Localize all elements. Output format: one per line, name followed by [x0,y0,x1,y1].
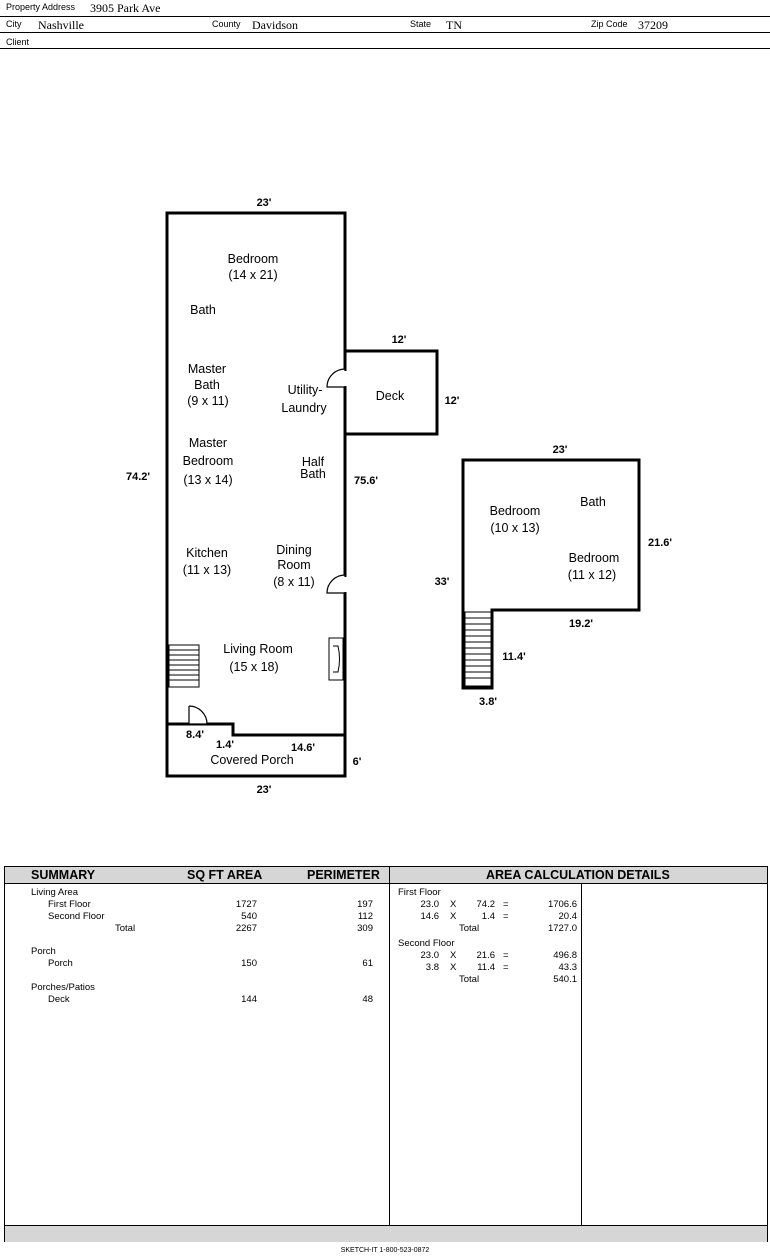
sf-row2-eq: = [503,962,509,973]
room-dining-2: Room [277,558,311,572]
county-label: County [212,19,241,29]
room-bath: Bath [190,303,216,317]
dim-step-b: 1.4' [216,739,234,751]
deck-perimeter: 48 [362,994,373,1005]
details-second-floor-label: Second Floor [398,938,455,949]
second-floor-label: Second Floor [48,911,105,922]
sf-dim-stair-w: 3.8' [479,696,497,708]
ff-row2-v: 20.4 [558,911,577,922]
column-divider-1 [389,867,390,1225]
patios-group-label: Porches/Patios [31,982,95,993]
door-dining-icon [327,575,345,593]
sf-room-bedroom-b: Bedroom [568,551,620,565]
dim-right: 75.6' [353,475,379,487]
room-utility-2: Laundry [281,401,327,415]
ff-total-label: Total [459,923,480,934]
ff-row1-x: X [450,899,457,910]
summary-panel [4,866,768,1242]
room-dining-1: Dining [276,543,312,557]
summary-header-bar [5,867,767,884]
first-floor-stairs-icon [169,645,199,687]
property-address-value: 3905 Park Ave [90,1,161,15]
room-half-bath-1: Half [301,455,325,469]
sf-dim-top: 23' [552,444,568,456]
ff-row1-eq: = [503,899,509,910]
deck-dim-top: 12' [391,334,407,346]
sf-total-label: Total [459,974,480,985]
perimeter-heading: PERIMETER [307,868,380,882]
room-bedroom-size: (14 x 21) [228,268,278,282]
living-area-label: Living Area [31,887,79,898]
sf-dim-stair-h: 11.4' [502,651,526,663]
deck-area: 144 [241,994,257,1005]
porch-group-label: Porch [31,946,56,957]
first-floor-label: First Floor [48,899,91,910]
second-floor-area: 540 [241,911,257,922]
sf-room-bedroom-a: Bedroom [489,504,541,518]
sf-row2-a: 3.8 [425,962,439,973]
total-perimeter: 309 [357,923,373,934]
deck-label: Deck [48,994,70,1005]
sf-dim-left: 33' [434,576,450,588]
room-living: Living Room [223,642,293,656]
summary-heading: SUMMARY [31,868,96,882]
first-floor-perimeter: 197 [357,899,373,910]
room-deck: Deck [375,389,405,403]
details-heading: AREA CALCULATION DETAILS [486,868,670,882]
footer-credit: SKETCH-IT 1-800-523-0872 [340,1247,430,1254]
porch-area: 150 [241,958,257,969]
room-master-bath-1: Master [187,362,227,376]
ff-row1-v: 1706.6 [547,899,577,910]
zip-label: Zip Code [591,19,628,29]
porch-label: Porch [48,958,73,969]
dim-step-a: 8.4' [186,729,204,741]
dim-top: 23' [256,197,272,209]
room-porch: Covered Porch [210,753,294,767]
sf-room-bedroom-a-size: (10 x 13) [490,521,540,535]
ff-row2-a: 14.6 [420,911,439,922]
sf-row1-x: X [450,950,457,961]
ff-row2-b: 1.4 [481,911,495,922]
client-label: Client [6,37,30,47]
sf-room-bath: Bath [580,495,606,509]
total-area: 2267 [235,923,257,934]
ff-row1-b: 74.2 [476,899,495,910]
property-address-label: Property Address [6,2,76,12]
room-master-bed-2: Bedroom [182,454,234,468]
column-divider-2 [581,883,582,1225]
details-first-floor-label: First Floor [398,887,441,898]
room-utility-1: Utility- [287,383,323,397]
room-bedroom: Bedroom [227,252,279,266]
ff-row1-a: 23.0 [420,899,439,910]
state-value: TN [446,18,462,32]
sf-row2-x: X [450,962,457,973]
sf-dim-bottom: 19.2' [568,618,594,630]
second-floor-perimeter: 112 [357,911,373,922]
first-floor-area: 1727 [235,899,257,910]
door-front-icon [189,706,207,724]
second-floor-stairs-icon [465,612,491,686]
room-master-bed-size: (13 x 14) [183,473,233,487]
sf-row1-b: 21.6 [476,950,495,961]
city-value: Nashville [38,18,84,32]
summary-footer-bar [5,1225,767,1242]
sf-row2-v: 43.3 [558,962,577,973]
fireplace-icon [329,638,343,680]
dim-left: 74.2' [125,471,151,483]
sqft-heading: SQ FT AREA [187,868,263,882]
dim-porch-side: 6' [352,756,362,768]
city-label: City [6,19,22,29]
deck-dim-right: 12' [444,395,460,407]
sf-row1-v: 496.8 [553,950,577,961]
sf-row2-b: 11.4 [477,962,495,973]
county-value: Davidson [252,18,298,32]
sf-room-bedroom-b-size: (11 x 12) [567,568,617,582]
sf-total: 540.1 [553,974,577,985]
room-kitchen-size: (11 x 13) [182,563,232,577]
room-master-bath-2: Bath [194,378,220,392]
ff-row2-x: X [450,911,457,922]
sf-dim-right: 21.6' [647,537,673,549]
dim-bottom: 23' [256,784,272,796]
room-dining-size: (8 x 11) [273,575,315,589]
ff-total: 1727.0 [547,923,577,934]
room-living-size: (15 x 18) [229,660,279,674]
door-utility-icon [327,369,345,387]
room-kitchen: Kitchen [186,546,228,560]
room-master-bath-size: (9 x 11) [187,394,229,408]
state-label: State [410,19,432,29]
sf-row1-a: 23.0 [420,950,439,961]
porch-perimeter: 61 [362,958,373,969]
dim-step-c: 14.6' [290,742,316,754]
total-label: Total [115,923,136,934]
sf-row1-eq: = [503,950,509,961]
room-half-bath-2: Bath [300,467,326,481]
ff-row2-eq: = [503,911,509,922]
room-master-bed-1: Master [188,436,228,450]
zip-value: 37209 [638,18,668,32]
